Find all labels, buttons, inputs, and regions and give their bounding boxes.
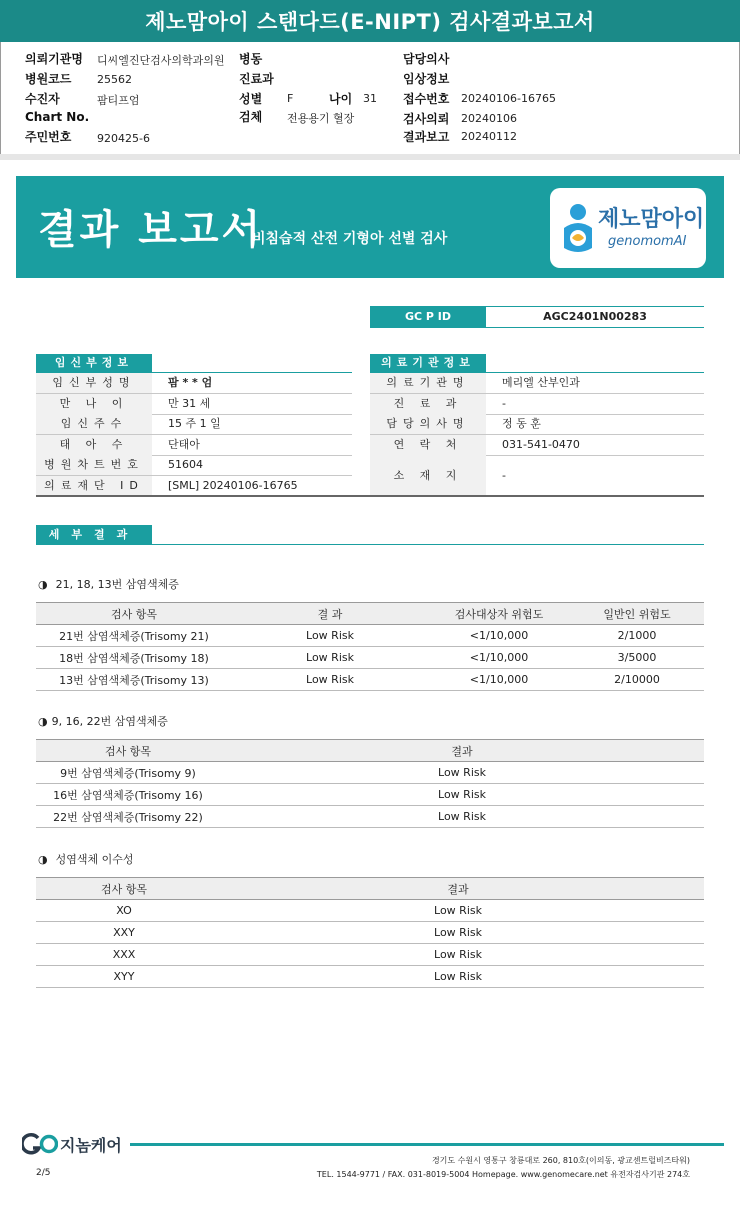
table-header: 결과 — [212, 878, 704, 900]
info-value: 팜 * * 엄 — [168, 376, 213, 389]
table-cell: Low Risk — [220, 806, 704, 828]
request-value: 20240106 — [461, 112, 517, 125]
pregnant-info-title: 임신부정보 — [36, 354, 152, 372]
group2-title: 9, 16, 22번 삼염색체증 — [51, 715, 168, 728]
footer-address: 경기도 수원시 영통구 창룡대로 260, 810호(이의동, 광교센트럴비즈타워) — [431, 1156, 690, 1165]
banner-title: 결과 보고서 — [38, 207, 264, 253]
info-value: 정 동 훈 — [502, 417, 541, 430]
table-cell: XXX — [36, 944, 212, 966]
footer-line — [130, 1143, 724, 1146]
age-value: 31 — [363, 92, 377, 105]
info-key: 만 나 이 — [36, 394, 152, 414]
table-cell: Low Risk — [232, 647, 428, 669]
table-row — [36, 784, 704, 806]
table-cell: XXY — [36, 922, 212, 944]
table-cell: XYY — [36, 966, 212, 988]
info-row — [36, 455, 352, 476]
info-row — [370, 455, 704, 497]
info-key: 진 료 과 — [370, 394, 486, 414]
table-cell: <1/10,000 — [428, 625, 570, 647]
info-key: 임신주수 — [36, 414, 152, 434]
table-row — [36, 762, 704, 784]
header-shadow — [0, 154, 740, 160]
ward-label: 병동 — [239, 52, 263, 66]
group3-table — [36, 877, 704, 988]
table-cell: <1/10,000 — [428, 647, 570, 669]
footer-logo-text: 지놈케어 — [60, 1136, 122, 1155]
table-row — [36, 669, 704, 691]
hospital-label: 의뢰기관명 — [25, 52, 83, 66]
result-banner — [16, 176, 724, 278]
chart-label: Chart No. — [25, 110, 90, 124]
doctor-label: 담당의사 — [403, 52, 450, 66]
receipt-label: 접수번호 — [403, 92, 450, 106]
mother-baby-icon — [558, 202, 598, 256]
half-circle-icon: ◑ — [38, 578, 48, 591]
info-row — [36, 373, 352, 394]
table-cell: 13번 삼염색체증(Trisomy 13) — [36, 669, 232, 691]
table-row — [36, 625, 704, 647]
logo-name: 제노맘아이 — [598, 207, 705, 232]
group1-title: 21, 18, 13번 삼염색체증 — [55, 578, 179, 591]
info-key: 소 재 지 — [370, 455, 486, 496]
genomom-logo — [550, 188, 706, 268]
genomecare-logo-icon — [22, 1132, 58, 1156]
table-row — [36, 647, 704, 669]
table-row — [36, 944, 704, 966]
half-circle-icon: ◑ — [38, 853, 48, 866]
sex-value: F — [287, 92, 294, 105]
page-number: 2/5 — [36, 1168, 51, 1178]
info-row — [36, 394, 352, 415]
table-header: 일반인 위험도 — [570, 603, 704, 625]
table-header: 검사 항목 — [36, 603, 232, 625]
info-value: - — [502, 469, 506, 482]
info-row — [36, 414, 352, 435]
info-value: - — [502, 396, 506, 410]
half-circle-icon: ◑ — [38, 715, 48, 728]
table-cell: 22번 삼염색체증(Trisomy 22) — [36, 806, 220, 828]
header-info — [0, 42, 740, 155]
age-label: 나이 — [329, 92, 353, 106]
table-cell: XO — [36, 900, 212, 922]
hospital-value: 디씨엘진단검사의학과의원 — [97, 54, 225, 67]
table-header: 검사 항목 — [36, 740, 220, 762]
footer-contact: TEL. 1544-9771 / FAX. 031-8019-5004 Homepage. www.genomecare.net 유전자검사기관 274호 — [316, 1170, 690, 1179]
info-value: 단태아 — [168, 437, 200, 451]
info-value: 51604 — [168, 458, 203, 471]
table-header: 검사 항목 — [36, 878, 212, 900]
group2-table — [36, 739, 704, 828]
table-row — [36, 806, 704, 828]
request-label: 검사의뢰 — [403, 112, 450, 126]
table-cell: Low Risk — [232, 625, 428, 647]
table-cell: 2/1000 — [570, 625, 704, 647]
table-header: 결과 — [220, 740, 704, 762]
gcp-id-label: GC P ID — [370, 306, 486, 328]
info-row — [370, 394, 704, 415]
detail-results-title: 세부결과 — [36, 525, 152, 544]
info-value: 만 31 세 — [168, 396, 211, 410]
report-date-label: 결과보고 — [403, 130, 450, 144]
table-header: 검사대상자 위험도 — [428, 603, 570, 625]
table-header: 결 과 — [232, 603, 428, 625]
banner-subtitle: 비침습적 산전 기형아 선별 검사 — [252, 231, 448, 247]
code-label: 병원코드 — [25, 72, 72, 86]
table-cell: <1/10,000 — [428, 669, 570, 691]
info-row — [370, 435, 704, 456]
table-cell: 3/5000 — [570, 647, 704, 669]
info-key: 병원차트번호 — [36, 455, 152, 475]
group3-title: 성염색체 이수성 — [55, 853, 134, 866]
table-cell: 16번 삼염색체증(Trisomy 16) — [36, 784, 220, 806]
info-value: 031-541-0470 — [502, 437, 580, 451]
specimen-label: 검체 — [239, 110, 263, 124]
table-cell: Low Risk — [212, 966, 704, 988]
group1-title-row — [38, 576, 179, 592]
clinical-label: 임상정보 — [403, 72, 450, 86]
info-row — [36, 476, 352, 497]
table-row — [36, 922, 704, 944]
table-row — [36, 900, 704, 922]
institution-info-title: 의료기관정보 — [370, 354, 486, 372]
info-key: 담당의사명 — [370, 414, 486, 434]
info-key: 태 아 수 — [36, 435, 152, 455]
specimen-value: 전용용기 혈장 — [287, 112, 355, 125]
table-row — [36, 966, 704, 988]
gcp-id-value: AGC2401N00283 — [486, 306, 704, 328]
info-bottom-line — [36, 495, 704, 497]
info-value: 메리엘 산부인과 — [502, 376, 580, 389]
id-value: 920425-6 — [97, 132, 150, 145]
group1-table — [36, 602, 704, 691]
group3-title-row — [38, 851, 134, 867]
table-cell: 21번 삼염색체증(Trisomy 21) — [36, 625, 232, 647]
info-key: 의료기관명 — [370, 373, 486, 393]
receipt-value: 20240106-16765 — [461, 92, 556, 105]
report-date-value: 20240112 — [461, 130, 517, 143]
table-cell: 2/10000 — [570, 669, 704, 691]
info-value: 15 주 1 일 — [168, 417, 221, 430]
table-cell: Low Risk — [220, 784, 704, 806]
genomecare-logo — [22, 1132, 126, 1158]
table-cell: Low Risk — [212, 900, 704, 922]
logo-sub: genomomAI — [608, 234, 687, 249]
patient-label: 수진자 — [25, 92, 60, 106]
table-cell: Low Risk — [232, 669, 428, 691]
code-value: 25562 — [97, 73, 132, 86]
info-row — [370, 414, 704, 435]
group2-title-row — [38, 713, 168, 729]
table-cell: 18번 삼염색체증(Trisomy 18) — [36, 647, 232, 669]
dept-label: 진료과 — [239, 72, 274, 86]
table-cell: Low Risk — [212, 922, 704, 944]
table-cell: Low Risk — [212, 944, 704, 966]
table-cell: Low Risk — [220, 762, 704, 784]
sex-label: 성별 — [239, 92, 263, 106]
report-title: 제노맘아이 스탠다드(E-NIPT) 검사결과보고서 — [0, 0, 740, 42]
info-key: 의료재단 ID — [36, 476, 152, 496]
patient-value: 팜티프엄 — [97, 94, 140, 107]
table-cell: 9번 삼염색체증(Trisomy 9) — [36, 762, 220, 784]
info-key: 연 락 처 — [370, 435, 486, 455]
id-label: 주민번호 — [25, 130, 72, 144]
info-row — [370, 373, 704, 394]
info-row — [36, 435, 352, 456]
info-key: 임신부성명 — [36, 373, 152, 393]
detail-results-line — [36, 544, 704, 545]
info-value: [SML] 20240106-16765 — [168, 478, 298, 492]
